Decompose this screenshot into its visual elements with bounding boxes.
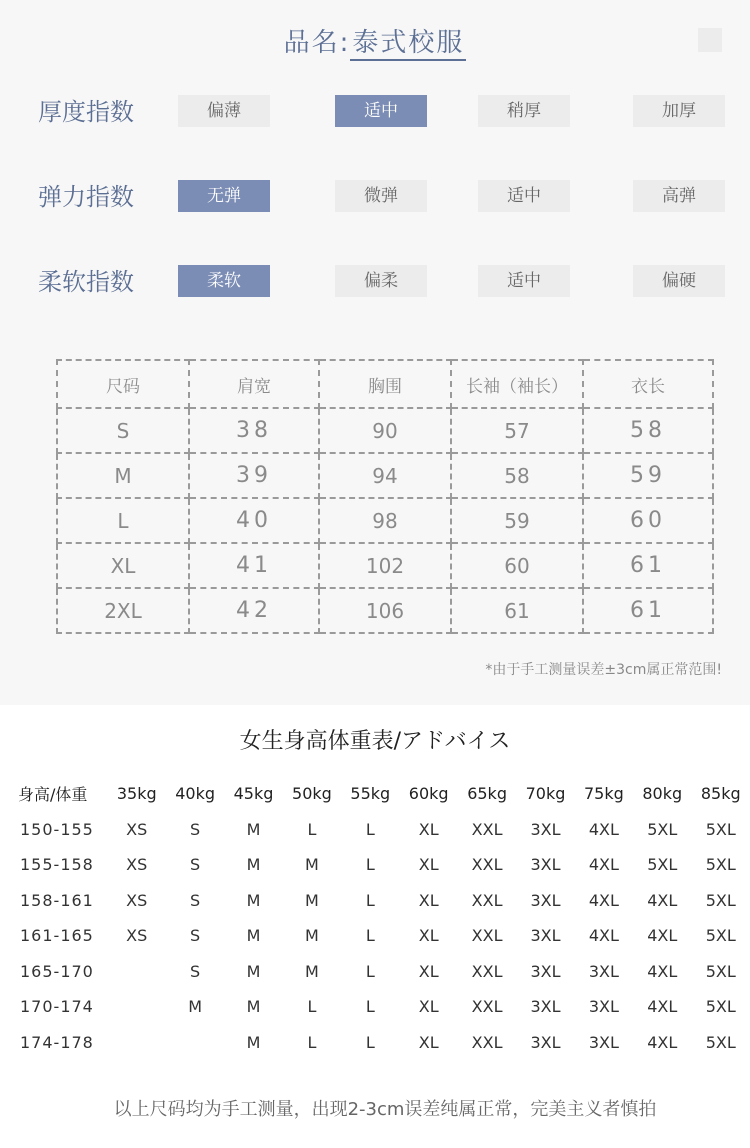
size-rec-cell: [108, 954, 166, 990]
softness-index-label: 柔软指数: [38, 268, 134, 296]
size-rec-cell: XXL: [471, 819, 503, 839]
size-rec-cell: L: [365, 855, 375, 875]
weight-header-cell: 身高/体重: [18, 785, 88, 805]
height-weight-row: [14, 989, 750, 1025]
size-chart-header-cell: 尺码: [57, 360, 189, 408]
weight-header-cell: 85kg: [700, 784, 741, 804]
softness-option: 偏柔: [335, 265, 427, 297]
size-chart-row: [57, 408, 713, 453]
chest-cell: 106: [319, 588, 451, 633]
size-chart-header-cell: 肩宽: [189, 360, 319, 408]
size-rec-cell: 4XL: [647, 890, 678, 910]
size-chart-header-cell: 胸围: [319, 360, 451, 408]
size-rec-cell: M: [305, 961, 319, 981]
size-rec-cell: XXL: [471, 1032, 503, 1052]
height-weight-title: 女生身高体重表/アドバイス: [239, 729, 511, 754]
size-rec-cell: XXL: [471, 855, 503, 875]
thickness-option: 偏薄: [178, 95, 270, 127]
elasticity-index-label: 弹力指数: [38, 183, 134, 211]
size-rec-cell: L: [365, 997, 375, 1017]
size-rec-cell: 4XL: [647, 997, 678, 1017]
size-rec-cell: M: [305, 890, 319, 910]
measurement-disclaimer: 以上尺码均为手工测量，出现2-3cm误差纯属正常，完美主义者慎拍: [113, 1099, 657, 1120]
weight-header-cell: 65kg: [467, 784, 507, 804]
size-rec-cell: XS: [126, 926, 148, 946]
length-cell: 61: [583, 588, 713, 633]
thickness-option: 稍厚: [478, 95, 570, 127]
size-rec-cell: XS: [126, 819, 148, 839]
measurement-note: *由于手工测量误差±3cm属正常范围!: [485, 662, 722, 678]
size-rec-cell: L: [365, 890, 375, 910]
size-rec-cell: 5XL: [705, 819, 736, 839]
size-rec-cell: 5XL: [705, 961, 736, 981]
size-rec-cell: 3XL: [530, 819, 561, 839]
length-cell: 58: [583, 408, 713, 453]
weight-header-cell: 70kg: [525, 784, 566, 804]
length-cell: 60: [583, 498, 713, 543]
size-rec-cell: M: [305, 855, 319, 875]
size-rec-cell: S: [190, 819, 201, 839]
size-cell: XL: [57, 543, 189, 588]
size-rec-cell: XL: [418, 890, 439, 910]
size-rec-cell: XS: [126, 890, 148, 910]
height-weight-row: [14, 847, 750, 883]
size-rec-cell: 3XL: [530, 997, 561, 1017]
height-weight-row: [14, 812, 750, 848]
size-cell: 2XL: [57, 588, 189, 633]
sleeve-cell: 61: [451, 588, 583, 633]
size-rec-cell: XL: [418, 1032, 439, 1052]
shoulder-cell: 39: [189, 453, 319, 498]
size-rec-cell: 4XL: [647, 961, 678, 981]
height-weight-row: [14, 1025, 750, 1061]
size-rec-cell: [108, 1025, 166, 1061]
size-cell: M: [57, 453, 189, 498]
size-rec-cell: M: [305, 926, 319, 946]
size-rec-cell: XXL: [471, 997, 503, 1017]
size-rec-cell: XL: [418, 926, 439, 946]
size-rec-cell: S: [190, 855, 201, 875]
weight-header-cell: 35kg: [116, 784, 157, 804]
size-rec-cell: 3XL: [530, 1032, 561, 1052]
chest-cell: 94: [319, 453, 451, 498]
softness-option-selected: 柔软: [178, 265, 270, 297]
size-rec-cell: M: [246, 997, 261, 1017]
size-rec-cell: XS: [126, 855, 148, 875]
size-rec-cell: 4XL: [588, 855, 619, 875]
size-rec-cell: 3XL: [530, 926, 561, 946]
elasticity-option: 微弹: [335, 180, 427, 212]
size-rec-cell: 5XL: [705, 926, 736, 946]
size-chart-row: [57, 543, 713, 588]
thickness-index-label: 厚度指数: [38, 98, 134, 126]
size-rec-cell: M: [246, 855, 261, 875]
size-rec-cell: XL: [418, 997, 439, 1017]
size-chart-table: [56, 359, 714, 634]
shoulder-cell: 41: [189, 543, 319, 588]
size-rec-cell: M: [246, 961, 261, 981]
size-cell: L: [57, 498, 189, 543]
size-rec-cell: 3XL: [588, 961, 619, 981]
size-cell: S: [57, 408, 189, 453]
size-rec-cell: M: [188, 997, 203, 1017]
shoulder-cell: 38: [189, 408, 319, 453]
weight-header-cell: 50kg: [292, 784, 332, 804]
size-rec-cell: L: [307, 1032, 317, 1052]
size-rec-cell: XXL: [471, 961, 503, 981]
size-rec-cell: 4XL: [588, 819, 619, 839]
chest-cell: 98: [319, 498, 451, 543]
height-range-cell: 161-165: [20, 926, 94, 946]
elasticity-index-row: [0, 180, 750, 214]
height-range-cell: 170-174: [20, 997, 94, 1017]
size-rec-cell: S: [190, 926, 201, 946]
size-rec-cell: 3XL: [530, 855, 561, 875]
size-rec-cell: 5XL: [647, 819, 678, 839]
size-rec-cell: 3XL: [530, 961, 561, 981]
elasticity-option: 适中: [478, 180, 570, 212]
elasticity-option-selected: 无弹: [178, 180, 270, 212]
size-rec-cell: XL: [418, 855, 439, 875]
size-rec-cell: M: [246, 926, 261, 946]
size-rec-cell: 4XL: [588, 926, 619, 946]
thickness-index-row: [0, 95, 750, 129]
size-rec-cell: 3XL: [530, 890, 561, 910]
size-rec-cell: L: [307, 997, 317, 1017]
height-weight-row: [14, 883, 750, 919]
size-rec-cell: L: [365, 961, 375, 981]
thickness-option: 加厚: [633, 95, 725, 127]
size-rec-cell: 3XL: [588, 1032, 619, 1052]
size-rec-cell: 5XL: [705, 1032, 736, 1052]
size-rec-cell: M: [246, 890, 261, 910]
size-chart-row: [57, 453, 713, 498]
height-weight-table: [14, 776, 750, 1060]
softness-option: 偏硬: [633, 265, 725, 297]
weight-header-cell: 55kg: [350, 784, 391, 804]
size-rec-cell: 5XL: [705, 997, 736, 1017]
length-cell: 61: [583, 543, 713, 588]
size-rec-cell: L: [307, 819, 317, 839]
size-rec-cell: S: [190, 890, 201, 910]
size-chart-row: [57, 498, 713, 543]
size-rec-cell: L: [365, 1032, 375, 1052]
product-name: [0, 22, 750, 59]
chest-cell: 102: [319, 543, 451, 588]
size-chart-row: [57, 588, 713, 633]
sleeve-cell: 60: [451, 543, 583, 588]
size-rec-cell: 4XL: [647, 926, 678, 946]
height-range-cell: 174-178: [20, 1032, 94, 1052]
product-name-label: 品名:: [283, 28, 351, 58]
size-rec-cell: XL: [418, 819, 439, 839]
height-range-cell: 150-155: [20, 819, 94, 839]
size-rec-cell: [108, 989, 166, 1025]
size-chart-header-cell: 衣长: [583, 360, 713, 408]
weight-header-cell: 40kg: [175, 784, 216, 804]
weight-header-cell: 45kg: [233, 784, 274, 804]
softness-index-row: [0, 265, 750, 299]
size-rec-cell: L: [365, 819, 375, 839]
size-rec-cell: XXL: [471, 926, 503, 946]
size-rec-cell: S: [190, 961, 201, 981]
sleeve-cell: 59: [451, 498, 583, 543]
size-rec-cell: 4XL: [647, 1032, 678, 1052]
size-rec-cell: 3XL: [588, 997, 619, 1017]
sleeve-cell: 57: [451, 408, 583, 453]
height-range-cell: 155-158: [20, 855, 94, 875]
height-weight-header: [14, 776, 750, 812]
size-rec-cell: 4XL: [588, 890, 619, 910]
thickness-option-selected: 适中: [335, 95, 427, 127]
size-rec-cell: XL: [418, 961, 439, 981]
size-rec-cell: M: [246, 819, 261, 839]
softness-option: 适中: [478, 265, 570, 297]
height-range-cell: 158-161: [20, 890, 94, 910]
weight-header-cell: 75kg: [583, 784, 624, 804]
size-rec-cell: XXL: [471, 890, 503, 910]
weight-header-cell: 80kg: [642, 784, 683, 804]
size-rec-cell: 5XL: [647, 855, 678, 875]
size-rec-cell: 5XL: [705, 890, 736, 910]
product-name-value: 泰式校服: [350, 28, 466, 61]
corner-placeholder: [698, 28, 722, 52]
size-chart-header-cell: 长袖（袖长）: [451, 360, 583, 408]
sleeve-cell: 58: [451, 453, 583, 498]
size-rec-cell: L: [365, 926, 375, 946]
height-weight-row: [14, 918, 750, 954]
shoulder-cell: 42: [189, 588, 319, 633]
weight-header-cell: 60kg: [408, 784, 449, 804]
size-rec-cell: 5XL: [705, 855, 736, 875]
size-rec-cell: [166, 1025, 224, 1061]
length-cell: 59: [583, 453, 713, 498]
chest-cell: 90: [319, 408, 451, 453]
shoulder-cell: 40: [189, 498, 319, 543]
size-rec-cell: M: [246, 1032, 261, 1052]
elasticity-option: 高弹: [633, 180, 725, 212]
size-chart-header: [57, 360, 713, 408]
height-weight-row: [14, 954, 750, 990]
height-range-cell: 165-170: [20, 961, 94, 981]
